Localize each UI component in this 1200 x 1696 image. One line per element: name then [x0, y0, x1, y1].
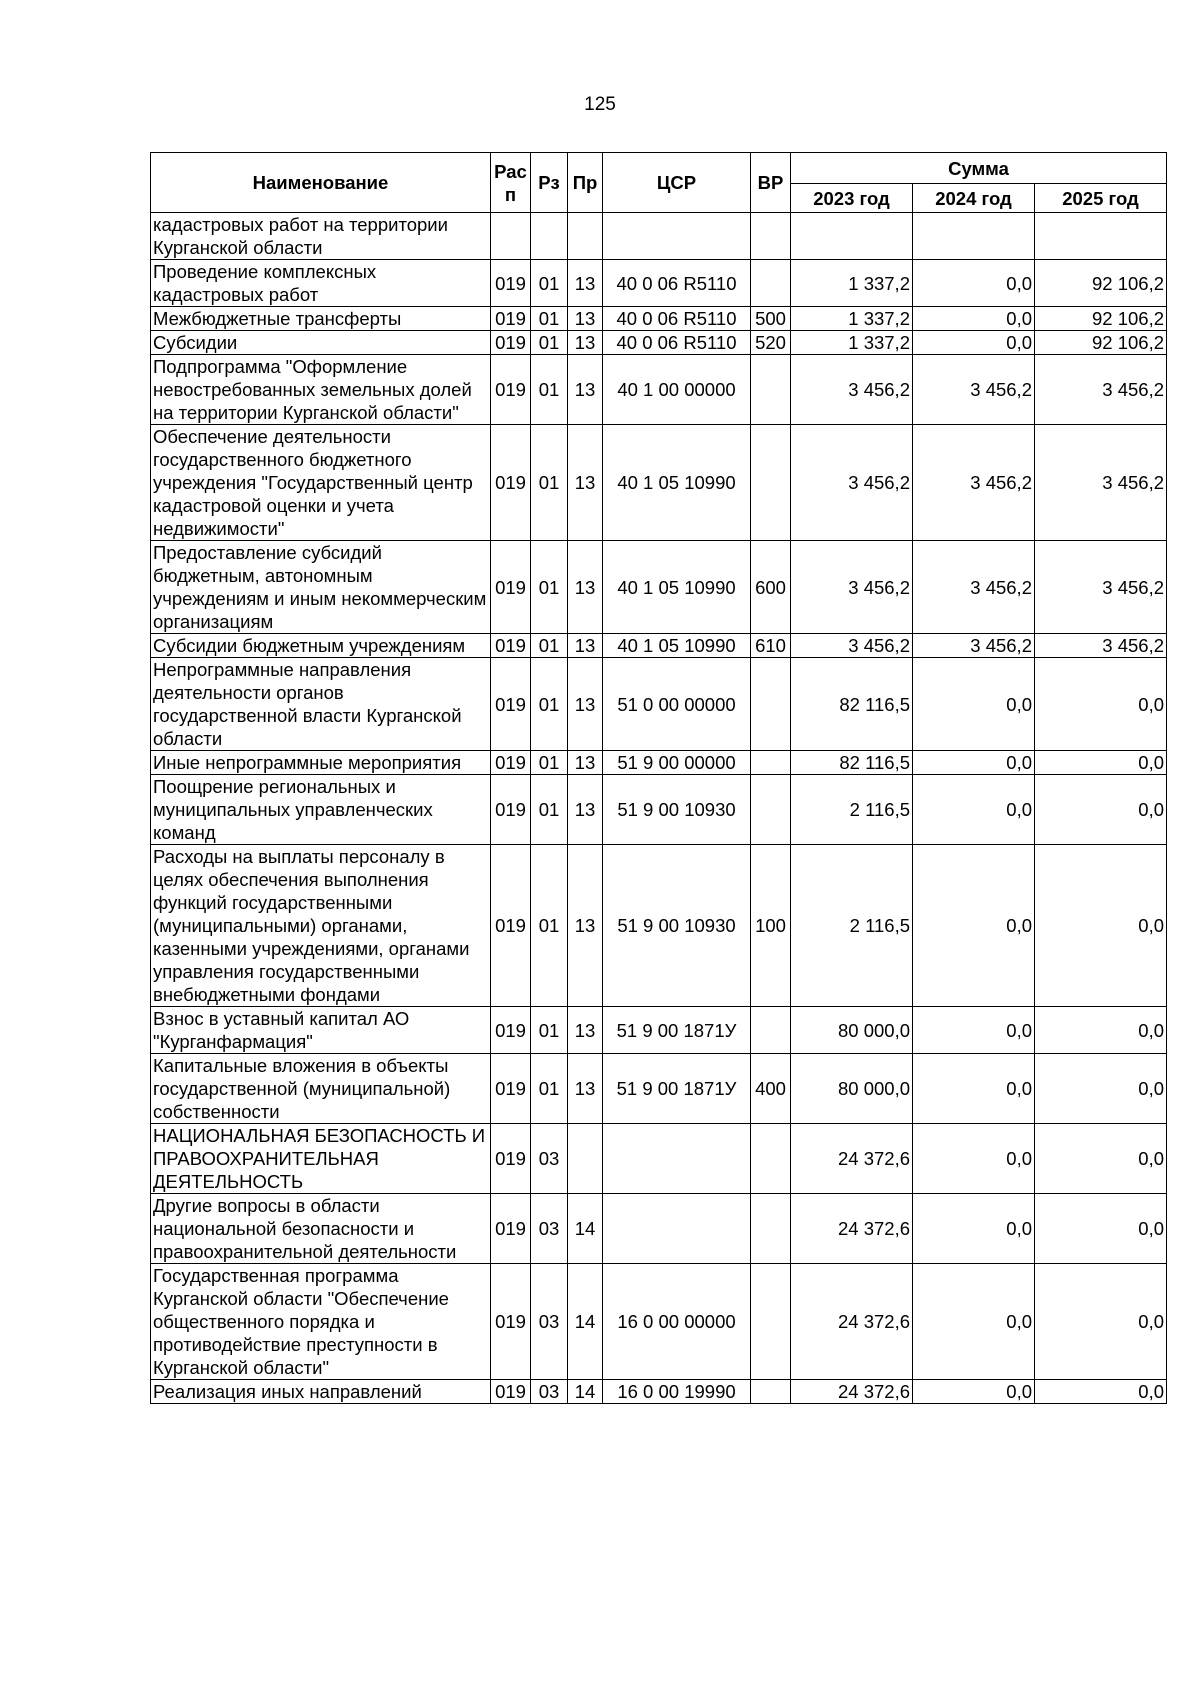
cell-csr: 51 9 00 10930 — [603, 775, 751, 845]
header-vr: ВР — [751, 153, 791, 213]
cell-rasp: 019 — [491, 751, 531, 775]
cell-csr: 51 9 00 1871У — [603, 1054, 751, 1124]
cell-2025: 0,0 — [1035, 1007, 1167, 1054]
cell-rasp: 019 — [491, 658, 531, 751]
cell-rz: 01 — [531, 658, 568, 751]
cell-2025: 3 456,2 — [1035, 355, 1167, 425]
cell-2024: 3 456,2 — [913, 541, 1035, 634]
cell-name: Межбюджетные трансферты — [151, 307, 491, 331]
cell-2025: 3 456,2 — [1035, 541, 1167, 634]
cell-pr: 13 — [568, 541, 603, 634]
cell-2024: 0,0 — [913, 775, 1035, 845]
cell-pr: 14 — [568, 1380, 603, 1404]
cell-2023: 2 116,5 — [791, 775, 913, 845]
cell-pr: 13 — [568, 634, 603, 658]
cell-name: Государственная программа Курганской области "Обеспечение общественного порядка и противодействие преступности в Курганской области" — [151, 1264, 491, 1380]
cell-2024: 0,0 — [913, 658, 1035, 751]
cell-name: Расходы на выплаты персоналу в целях обеспечения выполнения функций государственными (муниципальными) органами, казенными учреждениями, органами управления государственными внебюджетными фондами — [151, 845, 491, 1007]
cell-2023: 24 372,6 — [791, 1264, 913, 1380]
cell-pr: 13 — [568, 355, 603, 425]
cell-2024: 0,0 — [913, 845, 1035, 1007]
table-row — [151, 775, 1167, 845]
cell-2023: 24 372,6 — [791, 1380, 913, 1404]
header-csr: ЦСР — [603, 153, 751, 213]
table-row — [151, 1054, 1167, 1124]
cell-rz: 01 — [531, 541, 568, 634]
cell-2025: 3 456,2 — [1035, 425, 1167, 541]
cell-2024: 0,0 — [913, 260, 1035, 307]
cell-2025: 0,0 — [1035, 1194, 1167, 1264]
table-row — [151, 331, 1167, 355]
cell-name: кадастровых работ на территории Курганской области — [151, 213, 491, 260]
header-sum: Сумма — [791, 153, 1167, 184]
cell-2023: 3 456,2 — [791, 634, 913, 658]
cell-vr — [751, 1380, 791, 1404]
cell-csr: 40 1 05 10990 — [603, 634, 751, 658]
cell-pr: 13 — [568, 307, 603, 331]
cell-vr — [751, 260, 791, 307]
cell-pr: 13 — [568, 1007, 603, 1054]
cell-csr: 40 1 05 10990 — [603, 541, 751, 634]
cell-2024: 0,0 — [913, 1194, 1035, 1264]
cell-2025: 0,0 — [1035, 1380, 1167, 1404]
cell-2024: 0,0 — [913, 1380, 1035, 1404]
cell-pr: 13 — [568, 425, 603, 541]
cell-rasp: 019 — [491, 1264, 531, 1380]
cell-pr — [568, 1124, 603, 1194]
cell-2024: 3 456,2 — [913, 355, 1035, 425]
cell-rz: 01 — [531, 331, 568, 355]
cell-rz: 01 — [531, 845, 568, 1007]
cell-2024: 0,0 — [913, 1007, 1035, 1054]
header-rasp: Рас п — [491, 153, 531, 213]
cell-2023: 2 116,5 — [791, 845, 913, 1007]
cell-vr — [751, 775, 791, 845]
cell-name: Взнос в уставный капитал АО "Курганфармация" — [151, 1007, 491, 1054]
cell-vr — [751, 355, 791, 425]
cell-name: Обеспечение деятельности государственного бюджетного учреждения "Государственный центр кадастровой оценки и учета недвижимости" — [151, 425, 491, 541]
cell-csr — [603, 1124, 751, 1194]
cell-2024: 0,0 — [913, 307, 1035, 331]
table-body — [151, 213, 1167, 1404]
cell-rasp: 019 — [491, 260, 531, 307]
cell-vr — [751, 213, 791, 260]
cell-rz: 01 — [531, 634, 568, 658]
cell-2025: 0,0 — [1035, 845, 1167, 1007]
cell-vr: 610 — [751, 634, 791, 658]
cell-2023: 82 116,5 — [791, 751, 913, 775]
table-row — [151, 541, 1167, 634]
cell-rz: 01 — [531, 775, 568, 845]
cell-rz: 01 — [531, 425, 568, 541]
cell-rz: 01 — [531, 1007, 568, 1054]
cell-name: Капитальные вложения в объекты государственной (муниципальной) собственности — [151, 1054, 491, 1124]
cell-2025 — [1035, 213, 1167, 260]
cell-vr — [751, 658, 791, 751]
table-row — [151, 751, 1167, 775]
cell-2024: 0,0 — [913, 1264, 1035, 1380]
cell-pr: 13 — [568, 775, 603, 845]
cell-name: Непрограммные направления деятельности органов государственной власти Курганской области — [151, 658, 491, 751]
cell-csr — [603, 1194, 751, 1264]
cell-name: Другие вопросы в области национальной безопасности и правоохранительной деятельности — [151, 1194, 491, 1264]
cell-vr: 600 — [751, 541, 791, 634]
cell-2025: 92 106,2 — [1035, 307, 1167, 331]
cell-2023 — [791, 213, 913, 260]
table-row — [151, 425, 1167, 541]
cell-vr: 100 — [751, 845, 791, 1007]
cell-vr: 400 — [751, 1054, 791, 1124]
cell-rz: 03 — [531, 1380, 568, 1404]
cell-name: Реализация иных направлений — [151, 1380, 491, 1404]
cell-2025: 0,0 — [1035, 751, 1167, 775]
cell-pr: 13 — [568, 845, 603, 1007]
cell-name: Поощрение региональных и муниципальных управленческих команд — [151, 775, 491, 845]
cell-rz: 01 — [531, 751, 568, 775]
cell-csr: 40 0 06 R5110 — [603, 260, 751, 307]
cell-rz: 01 — [531, 355, 568, 425]
cell-2023: 3 456,2 — [791, 425, 913, 541]
cell-vr — [751, 1264, 791, 1380]
cell-rz: 01 — [531, 307, 568, 331]
table-row — [151, 1007, 1167, 1054]
cell-2025: 0,0 — [1035, 1124, 1167, 1194]
header-rz: Рз — [531, 153, 568, 213]
table-row — [151, 1264, 1167, 1380]
cell-pr: 14 — [568, 1264, 603, 1380]
cell-2023: 1 337,2 — [791, 331, 913, 355]
cell-pr: 13 — [568, 331, 603, 355]
cell-rz: 03 — [531, 1194, 568, 1264]
cell-vr: 500 — [751, 307, 791, 331]
cell-rz: 03 — [531, 1124, 568, 1194]
cell-2024: 0,0 — [913, 751, 1035, 775]
table-row — [151, 1124, 1167, 1194]
cell-csr: 40 0 06 R5110 — [603, 307, 751, 331]
cell-name: НАЦИОНАЛЬНАЯ БЕЗОПАСНОСТЬ И ПРАВООХРАНИТЕЛЬНАЯ ДЕЯТЕЛЬНОСТЬ — [151, 1124, 491, 1194]
table-row — [151, 213, 1167, 260]
cell-rasp: 019 — [491, 331, 531, 355]
table-row — [151, 1194, 1167, 1264]
cell-rasp: 019 — [491, 1007, 531, 1054]
cell-2023: 80 000,0 — [791, 1054, 913, 1124]
cell-csr: 16 0 00 00000 — [603, 1264, 751, 1380]
cell-rasp — [491, 213, 531, 260]
cell-2025: 0,0 — [1035, 1054, 1167, 1124]
cell-2024: 0,0 — [913, 1124, 1035, 1194]
cell-rz: 01 — [531, 260, 568, 307]
budget-table — [150, 152, 1167, 1404]
cell-2024: 3 456,2 — [913, 425, 1035, 541]
table-row — [151, 1380, 1167, 1404]
cell-vr — [751, 1124, 791, 1194]
cell-2023: 3 456,2 — [791, 541, 913, 634]
cell-name: Предоставление субсидий бюджетным, автономным учреждениям и иным некоммерческим организациям — [151, 541, 491, 634]
cell-csr: 51 0 00 00000 — [603, 658, 751, 751]
cell-csr: 16 0 00 19990 — [603, 1380, 751, 1404]
cell-vr — [751, 1194, 791, 1264]
table-row — [151, 634, 1167, 658]
cell-vr — [751, 425, 791, 541]
cell-rasp: 019 — [491, 775, 531, 845]
cell-rz — [531, 213, 568, 260]
cell-2024 — [913, 213, 1035, 260]
cell-rasp: 019 — [491, 634, 531, 658]
cell-rz: 03 — [531, 1264, 568, 1380]
cell-2023: 82 116,5 — [791, 658, 913, 751]
cell-2024: 3 456,2 — [913, 634, 1035, 658]
cell-2025: 92 106,2 — [1035, 331, 1167, 355]
header-year-2023: 2023 год — [791, 184, 913, 213]
cell-rasp: 019 — [491, 1194, 531, 1264]
cell-rasp: 019 — [491, 1124, 531, 1194]
cell-pr: 13 — [568, 1054, 603, 1124]
cell-2023: 1 337,2 — [791, 307, 913, 331]
cell-2024: 0,0 — [913, 1054, 1035, 1124]
cell-name: Субсидии бюджетным учреждениям — [151, 634, 491, 658]
cell-rasp: 019 — [491, 1380, 531, 1404]
table-row — [151, 355, 1167, 425]
cell-csr: 40 0 06 R5110 — [603, 331, 751, 355]
header-year-2025: 2025 год — [1035, 184, 1167, 213]
cell-rz: 01 — [531, 1054, 568, 1124]
cell-2025: 0,0 — [1035, 775, 1167, 845]
cell-rasp: 019 — [491, 355, 531, 425]
cell-csr: 51 9 00 10930 — [603, 845, 751, 1007]
cell-pr: 13 — [568, 658, 603, 751]
cell-rasp: 019 — [491, 425, 531, 541]
cell-vr — [751, 751, 791, 775]
cell-2025: 0,0 — [1035, 1264, 1167, 1380]
cell-name: Субсидии — [151, 331, 491, 355]
cell-rasp: 019 — [491, 307, 531, 331]
cell-2023: 3 456,2 — [791, 355, 913, 425]
table-row — [151, 260, 1167, 307]
cell-2025: 3 456,2 — [1035, 634, 1167, 658]
cell-csr: 40 1 05 10990 — [603, 425, 751, 541]
cell-rasp: 019 — [491, 1054, 531, 1124]
cell-2025: 92 106,2 — [1035, 260, 1167, 307]
cell-2023: 80 000,0 — [791, 1007, 913, 1054]
page-number: 125 — [584, 94, 616, 115]
table-row — [151, 845, 1167, 1007]
header-year-2024: 2024 год — [913, 184, 1035, 213]
cell-2025: 0,0 — [1035, 658, 1167, 751]
header-name: Наименование — [151, 153, 491, 213]
table-row — [151, 658, 1167, 751]
cell-pr: 13 — [568, 751, 603, 775]
cell-name: Проведение комплексных кадастровых работ — [151, 260, 491, 307]
cell-csr: 51 9 00 1871У — [603, 1007, 751, 1054]
cell-name: Подпрограмма "Оформление невостребованных земельных долей на территории Курганской области" — [151, 355, 491, 425]
header-pr: Пр — [568, 153, 603, 213]
cell-csr: 51 9 00 00000 — [603, 751, 751, 775]
cell-2023: 24 372,6 — [791, 1124, 913, 1194]
cell-pr — [568, 213, 603, 260]
cell-rasp: 019 — [491, 541, 531, 634]
cell-2023: 1 337,2 — [791, 260, 913, 307]
cell-rasp: 019 — [491, 845, 531, 1007]
cell-vr — [751, 1007, 791, 1054]
cell-vr: 520 — [751, 331, 791, 355]
cell-pr: 14 — [568, 1194, 603, 1264]
cell-2023: 24 372,6 — [791, 1194, 913, 1264]
cell-2024: 0,0 — [913, 331, 1035, 355]
cell-pr: 13 — [568, 260, 603, 307]
cell-name: Иные непрограммные мероприятия — [151, 751, 491, 775]
cell-csr: 40 1 00 00000 — [603, 355, 751, 425]
table-row — [151, 307, 1167, 331]
cell-csr — [603, 213, 751, 260]
